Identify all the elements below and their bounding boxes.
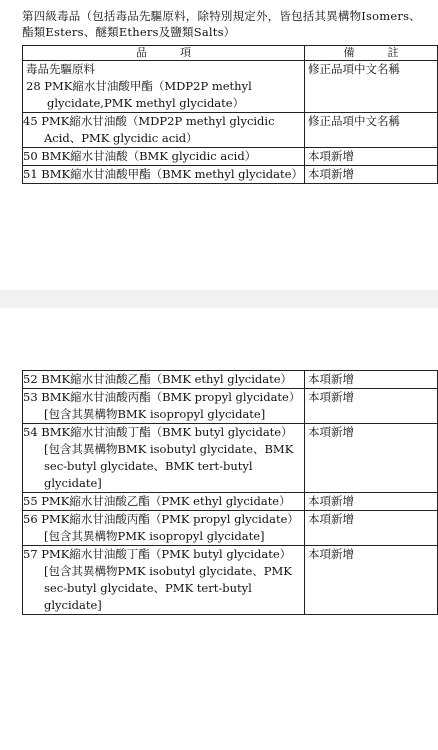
row-note: 本項新增 (305, 389, 438, 424)
entry-54: 54 BMK縮水甘油酸丁酯（BMK butyl glycidate）[包含其異構物BMK isobutyl glycidate、BMK sec-butyl glycidate、BMK tert-butyl glycidate] (23, 424, 305, 493)
table-row (23, 61, 438, 113)
document-page-1 (0, 0, 438, 290)
entry-55: 55 PMK縮水甘油酸乙酯（PMK ethyl glycidate） (23, 493, 305, 511)
row-note: 修正品項中文名稱 (305, 113, 438, 148)
row-note: 本項新增 (305, 424, 438, 493)
entry-52: 52 BMK縮水甘油酸乙酯（BMK ethyl glycidate） (23, 371, 305, 389)
table-row (23, 424, 438, 493)
category-label: 毒品先驅原料 (26, 62, 95, 76)
entry-50: 50 BMK縮水甘油酸（BMK glycidic acid） (23, 148, 305, 166)
document-page-2 (0, 308, 438, 750)
row-note: 本項新增 (305, 371, 438, 389)
entry-53: 53 BMK縮水甘油酸丙酯（BMK propyl glycidate）[包含其異構物BMK isopropyl glycidate] (23, 389, 305, 424)
row-note: 本項新增 (305, 493, 438, 511)
drug-table-part-1 (22, 45, 438, 184)
entry-45: 45 PMK縮水甘油酸（MDP2P methyl glycidic Acid、PMK glycidic acid） (23, 113, 305, 148)
table-row (23, 389, 438, 424)
row-note: 本項新增 (305, 166, 438, 184)
table-row (23, 493, 438, 511)
drug-table-part-2 (22, 370, 438, 615)
row-note: 本項新增 (305, 511, 438, 546)
table-row (23, 113, 438, 148)
schedule-heading: 第四級毒品（包括毒品先驅原料，除特別規定外，皆包括其異構物Isomers、酯類Esters、醚類Ethers及鹽類Salts） (22, 9, 421, 39)
table-row (23, 371, 438, 389)
row-note: 本項新增 (305, 148, 438, 166)
table-header-row (23, 46, 438, 61)
header-note: 備 註 (305, 46, 438, 61)
entry-28: 28 PMK縮水甘油酸甲酯（MDP2P methyl glycidate,PMK methyl glycidate） (26, 79, 252, 110)
entry-57: 57 PMK縮水甘油酸丁酯（PMK butyl glycidate）[包含其異構物PMK isobutyl glycidate、PMK sec-butyl glycidate、PMK tert-butyl glycidate] (23, 546, 305, 615)
entry-56: 56 PMK縮水甘油酸丙酯（PMK propyl glycidate）[包含其異構物PMK isopropyl glycidate] (23, 511, 305, 546)
table-row (23, 511, 438, 546)
table-row (23, 546, 438, 615)
page-separator (0, 290, 438, 308)
table-row (23, 148, 438, 166)
header-item: 品 項 (23, 46, 305, 61)
table-row (23, 166, 438, 184)
entry-51: 51 BMK縮水甘油酸甲酯（BMK methyl glycidate） (23, 166, 305, 184)
row-note: 本項新增 (305, 546, 438, 615)
row-item (23, 61, 305, 113)
row-note: 修正品項中文名稱 (305, 61, 438, 113)
